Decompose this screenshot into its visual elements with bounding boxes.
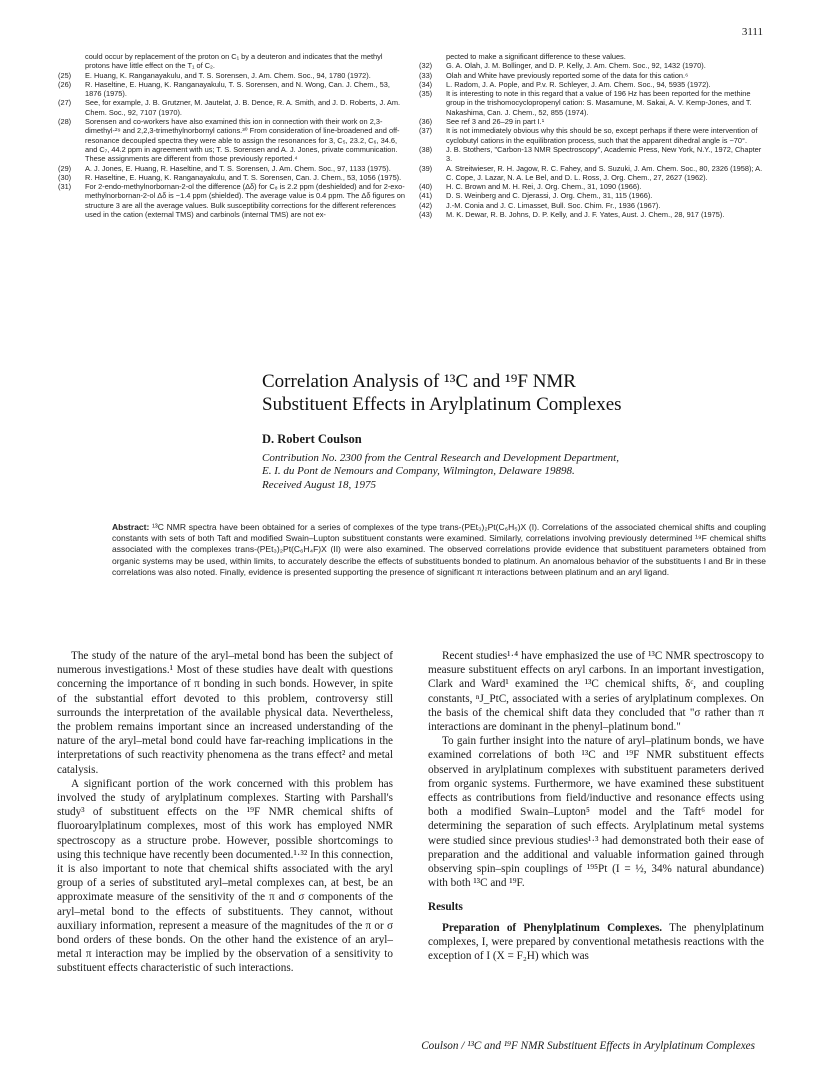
run-in-heading: Preparation of Phenylplatinum Complexes.: [442, 921, 663, 934]
reference-item: [419, 117, 767, 126]
reference-number: [419, 52, 446, 61]
reference-text: H. C. Brown and M. H. Rei, J. Org. Chem., 31, 1090 (1966).: [446, 182, 642, 192]
page-number: 3111: [741, 26, 763, 38]
paragraph: Recent studies¹·⁴ have emphasized the use of ¹³C NMR spectroscopy to measure substituent effects on aryl carbons. In an important investigation, Clark and Ward¹ examined the ¹³C chemical shifts, δᶜ, and coupling constants, ⁿJ_PtC, associated with a series of arylplatinum complexes. On the basis of the chemical shift data they concluded that "σ rather than π interactions are dominant in the phenyl–platinum bond.": [428, 650, 764, 734]
reference-number: (37): [419, 126, 433, 136]
references-right-column: [419, 52, 767, 219]
abstract-text: ¹³C NMR spectra have been obtained for a series of complexes of the type trans-(PEt₃)₂Pt(C₆H₅)X (I). Correlations of the associated chemical shifts and coupling constants with sets of both Taft and modified Swain–Lupton substituent constants were examined. Similarly, correlations involving previously determined ¹⁹F chemical shifts associated with the complexes trans-(PEt₃)₂Pt(C₆H₄F)X (II) were also examined. The observed correlations provide evidence that substituent parameters obtained from organic systems may be used, within limits, to accurately describe the effects of substituents bonded to platinum. An anomalous behavior of the substituents I and Br in these correlations was also noted. Finally, evidence is presented supporting the presence of significant π interactions between platinum and an aryl ligand.: [112, 522, 766, 577]
title-line-1: Correlation Analysis of ¹³C and ¹⁹F NMR: [262, 371, 576, 392]
reference-number: (41): [419, 191, 433, 201]
reference-text: L. Radom, J. A. Pople, and P.v. R. Schleyer, J. Am. Chem. Soc., 94, 5935 (1972).: [446, 79, 711, 89]
reference-number: (26): [58, 79, 72, 89]
reference-item: [58, 71, 406, 80]
reference-item: [419, 164, 767, 183]
paragraph: [428, 921, 764, 964]
reference-number: [58, 52, 85, 71]
reference-text: R. Haseltine, E. Huang, K. Ranganayakulu, T. S. Sorensen, and N. Wong, Can. J. Chem., 53, 1876 (1975).: [85, 79, 390, 99]
reference-text: Olah and White have previously reported some of the data for this cation.⁶: [446, 70, 689, 80]
body-left-column: [57, 649, 393, 976]
reference-item: [419, 52, 767, 61]
running-footer: Coulson / ¹³C and ¹⁹F NMR Substituent Effects in Arylplatinum Complexes: [421, 1040, 755, 1052]
reference-item: [58, 164, 406, 173]
reference-item: [58, 52, 406, 71]
reference-item: [419, 61, 767, 70]
affiliation-line-1: Contribution No. 2300 from the Central Research and Development Department,: [262, 452, 619, 464]
paragraph: A significant portion of the work concerned with this problem has involved the study of arylplatinum complexes. Starting with Parshall's study³ of substituent effects on the ¹⁹F NMR chemical shifts of fluoroarylplatinum complexes, most of this work has employed NMR spectroscopy as a structure probe. However, possible shortcomings to using this technique have recently been documented.¹·³² In this connection, it is also important to note that chemical shifts associated with the aryl group of a series of substituted aryl–metal complexes can, at best, be an approximate measure of the sensitivity of the π and σ components of the aryl–metal bond to the effects of substituents. They cannot, without auxiliary information, represent a measure of the magnitudes of the π or σ bond orders of these bonds. On the other hand the existence of an aryl–metal π interaction may be implied by the observation of a sensitivity to substituent effects characteristic of such interactions.: [57, 777, 393, 975]
reference-number: (42): [419, 200, 433, 210]
abstract-label: Abstract:: [112, 522, 150, 532]
reference-item: [419, 191, 767, 200]
reference-text: M. K. Dewar, R. B. Johns, D. P. Kelly, and J. F. Yates, Aust. J. Chem., 28, 917 (1975).: [446, 210, 725, 220]
reference-text: D. S. Weinberg and C. Djerassi, J. Org. Chem., 31, 115 (1966).: [446, 191, 653, 201]
reference-item: [419, 182, 767, 191]
reference-item: [419, 71, 767, 80]
reference-item: [419, 89, 767, 117]
reference-number: (28): [58, 117, 72, 127]
reference-number: (38): [419, 144, 433, 154]
reference-number: (36): [419, 117, 433, 127]
title-line-2: Substituent Effects in Arylplatinum Complexes: [262, 394, 622, 415]
reference-number: (33): [419, 70, 433, 80]
reference-text: J.-M. Conia and J. C. Limasset, Bull. Soc. Chim. Fr., 1936 (1967).: [446, 200, 661, 210]
reference-text: See, for example, J. B. Grutzner, M. Jautelat, J. B. Dence, R. A. Smith, and J. D. Roberts, J. Am. Chem. Soc., 92, 7107 (1970).: [85, 98, 401, 117]
reference-text: See ref 3 and 26–29 in part I.¹: [446, 117, 545, 127]
reference-number: (34): [419, 79, 433, 89]
paragraph-text: The phenylplatinum complexes, I, were prepared by conventional metathesis reactions with the exception of I (X = F₂H) which was: [428, 921, 764, 963]
reference-item: [419, 80, 767, 89]
reference-text: For 2-endo-methylnorbornan-2-ol the difference (Δδ) for C₈ is 2.2 ppm (deshielded) and for 2-exo-methylnorbornan-2-ol Δδ is −1.4 ppm (shielded). The average value is 0.4 ppm. The Δδ figures on structure 3 are all the average values. Bulk susceptibility corrections for the different references used in the cation (external TMS) and carbinols (internal TMS) are not ex-: [85, 182, 405, 220]
reference-text: could occur by replacement of the proton on C₁ by a deuteron and indicates that the methyl protons have little effect on the T₁ of C₂.: [85, 52, 383, 71]
article-title: [262, 370, 762, 416]
reference-number: (43): [419, 210, 433, 220]
reference-text: A. Streitwieser, R. H. Jagow, R. C. Fahey, and S. Suzuki, J. Am. Chem. Soc., 80, 2326 (1958); A. C. Cope, J. Lazar, N. A. Le Bel, and D. L. Ross, J. Org. Chem., 27, 2627 (1962).: [446, 163, 763, 182]
reference-item: [419, 126, 767, 145]
body-right-column: [428, 649, 764, 963]
reference-text: It is interesting to note in this regard that a value of 196 Hz has been reported for the methine group in the trishomocyclopropenyl cation: S. Masamune, M. Sakai, A. V. Kemp-Jones, and T. Nakashima, Can. J. Chem., 52, 855 (1974).: [446, 89, 752, 117]
reference-text: R. Haseltine, E. Huang, K. Ranganayakulu, and T. S. Sorensen, Can. J. Chem., 53, 1056 (1975).: [85, 172, 402, 182]
reference-item: [58, 98, 406, 117]
reference-number: (29): [58, 163, 72, 173]
reference-item: [419, 145, 767, 164]
reference-text: E. Huang, K. Ranganayakulu, and T. S. Sorensen, J. Am. Chem. Soc., 94, 1780 (1972).: [85, 70, 371, 80]
references-left-column: [58, 52, 406, 219]
reference-number: (39): [419, 163, 433, 173]
reference-item: [419, 201, 767, 210]
reference-text: A. J. Jones, E. Huang, R. Haseltine, and T. S. Sorensen, J. Am. Chem. Soc., 97, 1133 (1975).: [85, 163, 391, 173]
reference-number: (27): [58, 98, 72, 108]
section-heading-results: Results: [428, 901, 463, 914]
reference-number: (30): [58, 172, 72, 182]
reference-number: (40): [419, 182, 433, 192]
reference-item: [58, 117, 406, 163]
reference-number: (25): [58, 70, 72, 80]
reference-item: [58, 80, 406, 99]
reference-text: G. A. Olah, J. M. Bollinger, and D. P. Kelly, J. Am. Chem. Soc., 92, 1432 (1970).: [446, 61, 706, 71]
reference-item: [58, 182, 406, 219]
reference-text: pected to make a significant difference to these values.: [446, 52, 626, 61]
author-name: D. Robert Coulson: [262, 432, 362, 446]
reference-number: (32): [419, 61, 433, 71]
reference-number: (35): [419, 89, 433, 99]
paragraph: To gain further insight into the nature of aryl–platinum bonds, we have examined correlations of both ¹³C and ¹⁹F NMR substituent effects observed in arylplatinum complexes with substituent parameters derived from organic systems. Furthermore, we have examined these substituent effects as contributions from field/inductive and resonance effects using both a modified Swain–Lupton⁵ model and the Taft⁶ model for determining the separation of such effects. Arylplatinum metal systems were studied since previous studies¹·³ had demonstrated both their ease of preparation and the additional and valuable information gained through observing spin–spin couplings of ¹⁹⁵Pt (I = ½, 34% natural abundance) with both ¹³C and ¹⁹F.: [428, 735, 764, 890]
reference-number: (31): [58, 182, 72, 192]
reference-item: [419, 210, 767, 219]
abstract: [112, 522, 766, 578]
reference-text: J. B. Stothers, "Carbon-13 NMR Spectroscopy", Academic Press, New York, N.Y., 1972, Chapter 3.: [446, 144, 762, 164]
reference-text: Sorensen and co-workers have also examined this ion in connection with their work on 2,3-dimethyl-²⁹ and 2,2,3-trimethylnorbornyl cations.³⁰ From consideration of line-broadened and off-resonance decoupled spectra they were able to assign the resonances for 3, C₅, 23.2, C₆, 34.6, and C₇, 44.2 ppm in agreement with us; T. S. Sorensen and A. J. Jones, private communication. These assignments are different from those previously reported.⁴: [85, 117, 400, 164]
affiliation: [262, 452, 762, 492]
affiliation-line-2: E. I. du Pont de Nemours and Company, Wilmington, Delaware 19898.: [262, 465, 575, 478]
reference-text: It is not immediately obvious why this should be so, except perhaps if there were intervention of cyclobutyl cations in the equilibration process, such that the apparent dihedral angle is ~70°.: [446, 126, 758, 145]
received-date: Received August 18, 1975: [262, 478, 377, 491]
reference-item: [58, 173, 406, 182]
paragraph: The study of the nature of the aryl–metal bond has been the subject of numerous investigations.¹ Most of these studies have dealt with questions concerning the importance of π bonding in such bonds. However, in spite of the substantial effort devoted to this problem, controversy still surrounds the interpretation of the available physical data. Nevertheless, the problem remains important since an increased understanding of the nature of the aryl–metal bond could have far-reaching implications in the interpretations of such reactivity phenomena as the trans effect² and metal catalysis.: [57, 650, 393, 776]
